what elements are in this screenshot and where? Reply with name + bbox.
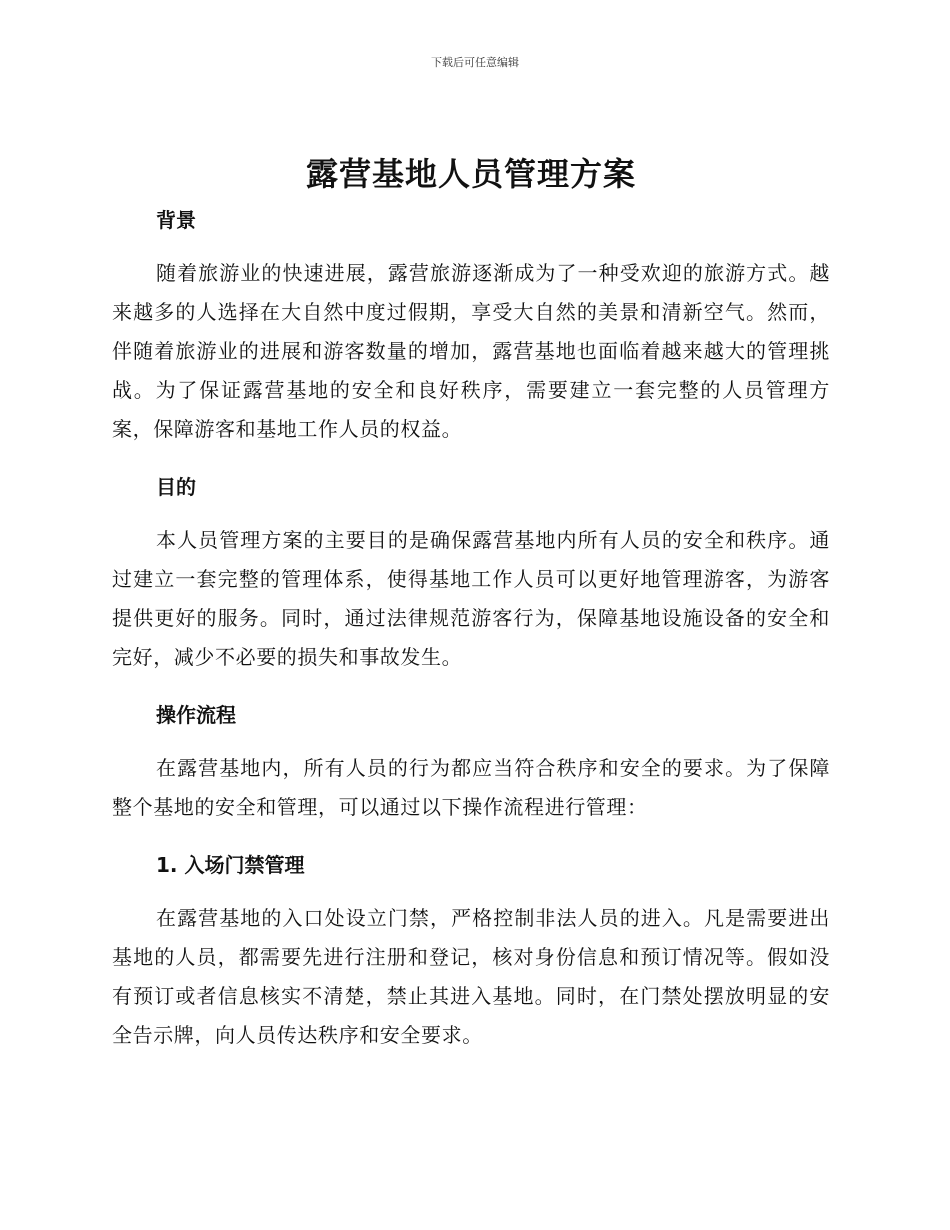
section-purpose bbox=[112, 467, 830, 677]
section-procedure bbox=[112, 695, 830, 827]
section-heading: 目的 bbox=[156, 475, 196, 499]
header-note: 下载后可任意编辑 bbox=[431, 56, 519, 69]
section-heading: 操作流程 bbox=[156, 703, 236, 727]
section-background bbox=[112, 200, 830, 449]
document-title: 露营基地人员管理方案 bbox=[305, 155, 636, 193]
section-heading: 背景 bbox=[156, 208, 196, 232]
section-paragraph: 在露营基地内，所有人员的行为都应当符合秩序和安全的要求。为了保障整个基地的安全和管理，可以通过以下操作流程进行管理： bbox=[112, 756, 830, 819]
document-body bbox=[112, 148, 830, 1055]
section-paragraph: 本人员管理方案的主要目的是确保露营基地内所有人员的安全和秩序。通过建立一套完整的管理体系，使得基地工作人员可以更好地管理游客，为游客提供更好的服务。同时，通过法律规范游客行为，保障基地设施设备的安全和完好，减少不必要的损失和事故发生。 bbox=[112, 528, 830, 669]
section-paragraph: 随着旅游业的快速进展，露营旅游逐渐成为了一种受欢迎的旅游方式。越来越多的人选择在大自然中度过假期，享受大自然的美景和清新空气。然而，伴随着旅游业的进展和游客数量的增加，露营基地也面临着越来越大的管理挑战。为了保证露营基地的安全和良好秩序，需要建立一套完整的人员管理方案，保障游客和基地工作人员的权益。 bbox=[112, 261, 830, 441]
section-heading: 1. 入场门禁管理 bbox=[156, 853, 305, 877]
section-paragraph: 在露营基地的入口处设立门禁，严格控制非法人员的进入。凡是需要进出基地的人员，都需要先进行注册和登记，核对身份信息和预订情况等。假如没有预订或者信息核实不清楚，禁止其进入基地。同时，在门禁处摆放明显的安全告示牌，向人员传达秩序和安全要求。 bbox=[112, 906, 830, 1047]
section-entrance-control bbox=[112, 845, 830, 1055]
